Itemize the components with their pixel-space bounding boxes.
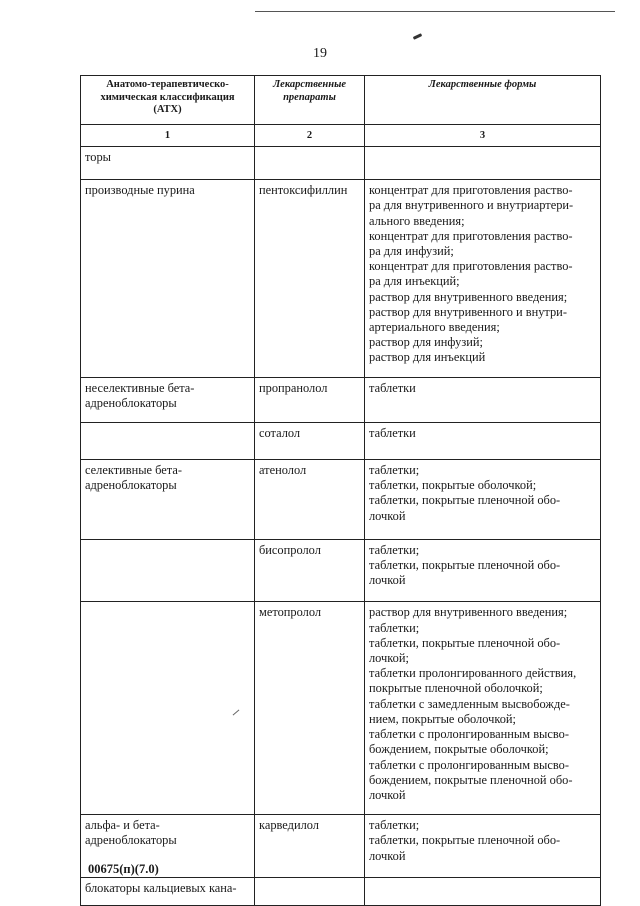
drug-name-cell — [255, 377, 365, 422]
dosage-form-cell — [365, 377, 601, 422]
dosage-form-cell — [365, 423, 601, 460]
cell-text-line: раствор для внутривенного введения; — [369, 289, 568, 304]
cell-text-line: раствор для внутривенного введения; — [369, 605, 568, 620]
cell-text-line: селективные бета- — [85, 463, 182, 478]
table-row — [81, 460, 601, 540]
cell-text-line: адреноблокаторы — [85, 478, 177, 493]
cell-text-line: таблетки; — [369, 818, 420, 833]
atc-class-cell — [81, 539, 255, 602]
cell-text-line: бождением, покрытые пленочной обо- — [369, 772, 573, 787]
drug-name-cell — [255, 423, 365, 460]
drug-name-cell — [255, 460, 365, 540]
drug-name-cell — [255, 877, 365, 905]
atc-class-cell — [81, 460, 255, 540]
cell-text-line: бождением, покрытые оболочкой; — [369, 742, 549, 757]
atc-class-cell — [81, 180, 255, 377]
dosage-form-cell — [365, 877, 601, 905]
table-row — [81, 147, 601, 180]
cell-text-line: таблетки — [369, 380, 416, 395]
column-number-3: 3 — [365, 125, 601, 147]
cell-text-line: раствор для инфузий; — [369, 335, 483, 350]
cell-text-line: бисопролол — [259, 542, 321, 557]
drug-name-cell — [255, 539, 365, 602]
cell-text-line: концентрат для приготовления раство- — [369, 183, 573, 198]
header-dosage-forms: Лекарственные формы — [365, 76, 601, 125]
cell-text-line: пропранолол — [259, 380, 328, 395]
table-column-number-row — [81, 125, 601, 147]
cell-text-line: производные пурина — [85, 183, 195, 198]
cell-text-line: таблетки; — [369, 542, 420, 557]
cell-text-line: таблетки, покрытые пленочной обо- — [369, 635, 561, 650]
cell-text-line: таблетки, покрытые пленочной обо- — [369, 833, 561, 848]
drug-name-cell — [255, 815, 365, 878]
cell-text-line: карведилол — [259, 818, 319, 833]
table-row — [81, 423, 601, 460]
cell-text-line: лочкой — [369, 508, 406, 523]
cell-text-line: таблетки с замедленным высвобожде- — [369, 696, 570, 711]
column-number-2: 2 — [255, 125, 365, 147]
cell-text-line: таблетки, покрытые пленочной обо- — [369, 558, 561, 573]
cell-text-line: метопролол — [259, 605, 322, 620]
drug-name-cell — [255, 602, 365, 815]
cell-text-line: атенолол — [259, 463, 307, 478]
cell-text-line: адреноблокаторы — [85, 833, 177, 848]
table-row — [81, 877, 601, 905]
cell-text-line: адреноблокаторы — [85, 395, 177, 410]
document-code: 00675(п)(7.0) — [88, 862, 159, 876]
cell-text-line: таблетки с пролонгированным высво- — [369, 757, 569, 772]
cell-text-line: торы — [85, 150, 111, 165]
cell-text-line: таблетки, покрытые оболочкой; — [369, 478, 537, 493]
drug-table — [80, 75, 601, 906]
cell-text-line: таблетки с пролонгированным высво- — [369, 727, 569, 742]
cell-text-line: таблетки — [369, 426, 416, 441]
table-row — [81, 539, 601, 602]
header-atc-classification: Анатомо-терапевтическо- химическая классификация (АТХ) — [81, 76, 255, 125]
cell-text-line: лочкой — [369, 848, 406, 863]
atc-class-cell — [81, 377, 255, 422]
cell-text-line: таблетки пролонгированного действия, — [369, 666, 577, 681]
cell-text-line: соталол — [259, 426, 301, 441]
cell-text-line: раствор для внутривенного и внутри- — [369, 304, 567, 319]
cell-text-line: раствор для инъекций — [369, 350, 486, 365]
cell-text-line: ра для внутривенного и внутриартери- — [369, 198, 574, 213]
drug-name-cell — [255, 180, 365, 377]
dosage-form-cell — [365, 815, 601, 878]
drug-name-cell — [255, 147, 365, 180]
dosage-form-cell — [365, 180, 601, 377]
table-row — [81, 180, 601, 377]
cell-text-line: покрытые пленочной оболочкой; — [369, 681, 543, 696]
cell-text-line: концентрат для приготовления раство- — [369, 259, 573, 274]
cell-text-line: таблетки, покрытые пленочной обо- — [369, 493, 561, 508]
scan-artifact-mark — [413, 33, 422, 40]
cell-text-line: лочкой — [369, 787, 406, 802]
cell-text-line: ра для инъекций; — [369, 274, 460, 289]
table-body — [81, 147, 601, 906]
cell-text-line: лочкой; — [369, 651, 409, 666]
cell-text-line: концентрат для приготовления раство- — [369, 228, 573, 243]
table-row — [81, 602, 601, 815]
scan-artifact-line — [255, 11, 615, 12]
dosage-form-cell — [365, 539, 601, 602]
atc-class-cell — [81, 877, 255, 905]
cell-text-line: блокаторы кальциевых кана- — [85, 880, 237, 895]
atc-class-cell — [81, 423, 255, 460]
table-row — [81, 377, 601, 422]
cell-text-line: таблетки; — [369, 463, 420, 478]
cell-text-line: лочкой — [369, 573, 406, 588]
dosage-form-cell — [365, 460, 601, 540]
cell-text-line: артериального введения; — [369, 320, 500, 335]
dosage-form-cell — [365, 147, 601, 180]
cell-text-line: пентоксифиллин — [259, 183, 348, 198]
dosage-form-cell — [365, 602, 601, 815]
cell-text-line: таблетки; — [369, 620, 420, 635]
header-drugs: Лекарственные препараты — [255, 76, 365, 125]
column-number-1: 1 — [81, 125, 255, 147]
cell-text-line: ра для инфузий; — [369, 244, 454, 259]
cell-text-line: ального введения; — [369, 213, 465, 228]
table-header-row — [81, 76, 601, 125]
page-number: 19 — [313, 46, 327, 61]
cell-text-line: нием, покрытые оболочкой; — [369, 711, 516, 726]
atc-class-cell — [81, 147, 255, 180]
atc-class-cell — [81, 602, 255, 815]
cell-text-line: неселективные бета- — [85, 380, 195, 395]
cell-text-line: альфа- и бета- — [85, 818, 160, 833]
